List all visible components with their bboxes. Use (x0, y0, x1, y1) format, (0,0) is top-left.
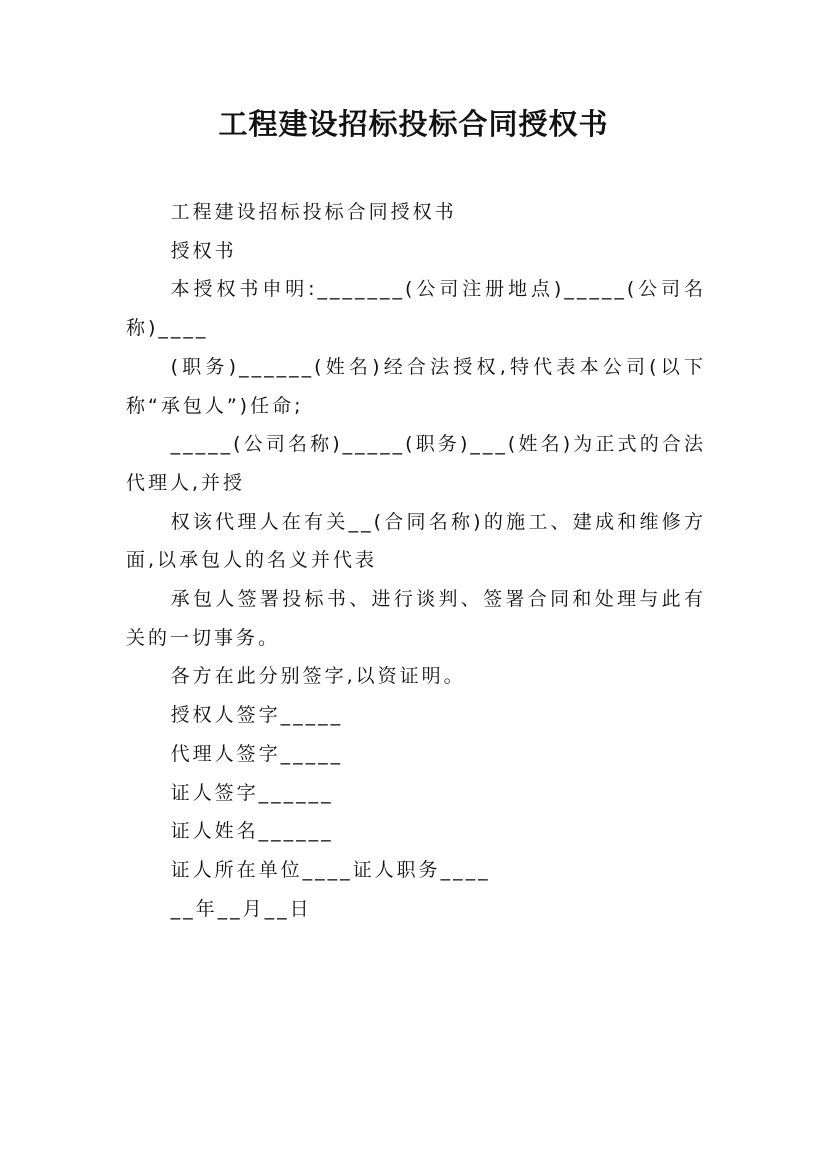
document-body (126, 193, 706, 928)
signature-line-authorizer: 授权人签字_____ (170, 704, 344, 727)
document-title: 工程建设招标投标合同授权书 (218, 107, 609, 141)
document-paragraph: (职务)______(姓名)经合法授权,特代表本公司(以下称“承包人”)任命; (126, 355, 706, 417)
document-paragraph: 工程建设招标投标合同授权书 (170, 201, 457, 223)
document-paragraph: 承包人签署投标书、进行谈判、签署合同和处理与此有关的一切事务。 (126, 588, 706, 649)
signature-line-agent: 代理人签字_____ (170, 742, 344, 765)
document-paragraph: 授权书 (170, 239, 237, 262)
date-line: __年__月__日 (170, 897, 312, 920)
document-paragraph: 各方在此分别签字,以资证明。 (170, 665, 466, 688)
witness-unit-position-line: 证人所在单位____证人职务____ (170, 858, 491, 881)
document-paragraph: 权该代理人在有关__(合同名称)的施工、建成和维修方面,以承包人的名义并代表 (126, 510, 706, 572)
witness-name-line: 证人姓名______ (170, 820, 334, 843)
document-paragraph: _____(公司名称)_____(职务)___(姓名)为正式的合法代理人,并授 (126, 433, 706, 494)
signature-line-witness: 证人签字______ (170, 781, 334, 804)
document-paragraph: 本授权书申明:_______(公司注册地点)_____(公司名称)____ (126, 278, 706, 340)
